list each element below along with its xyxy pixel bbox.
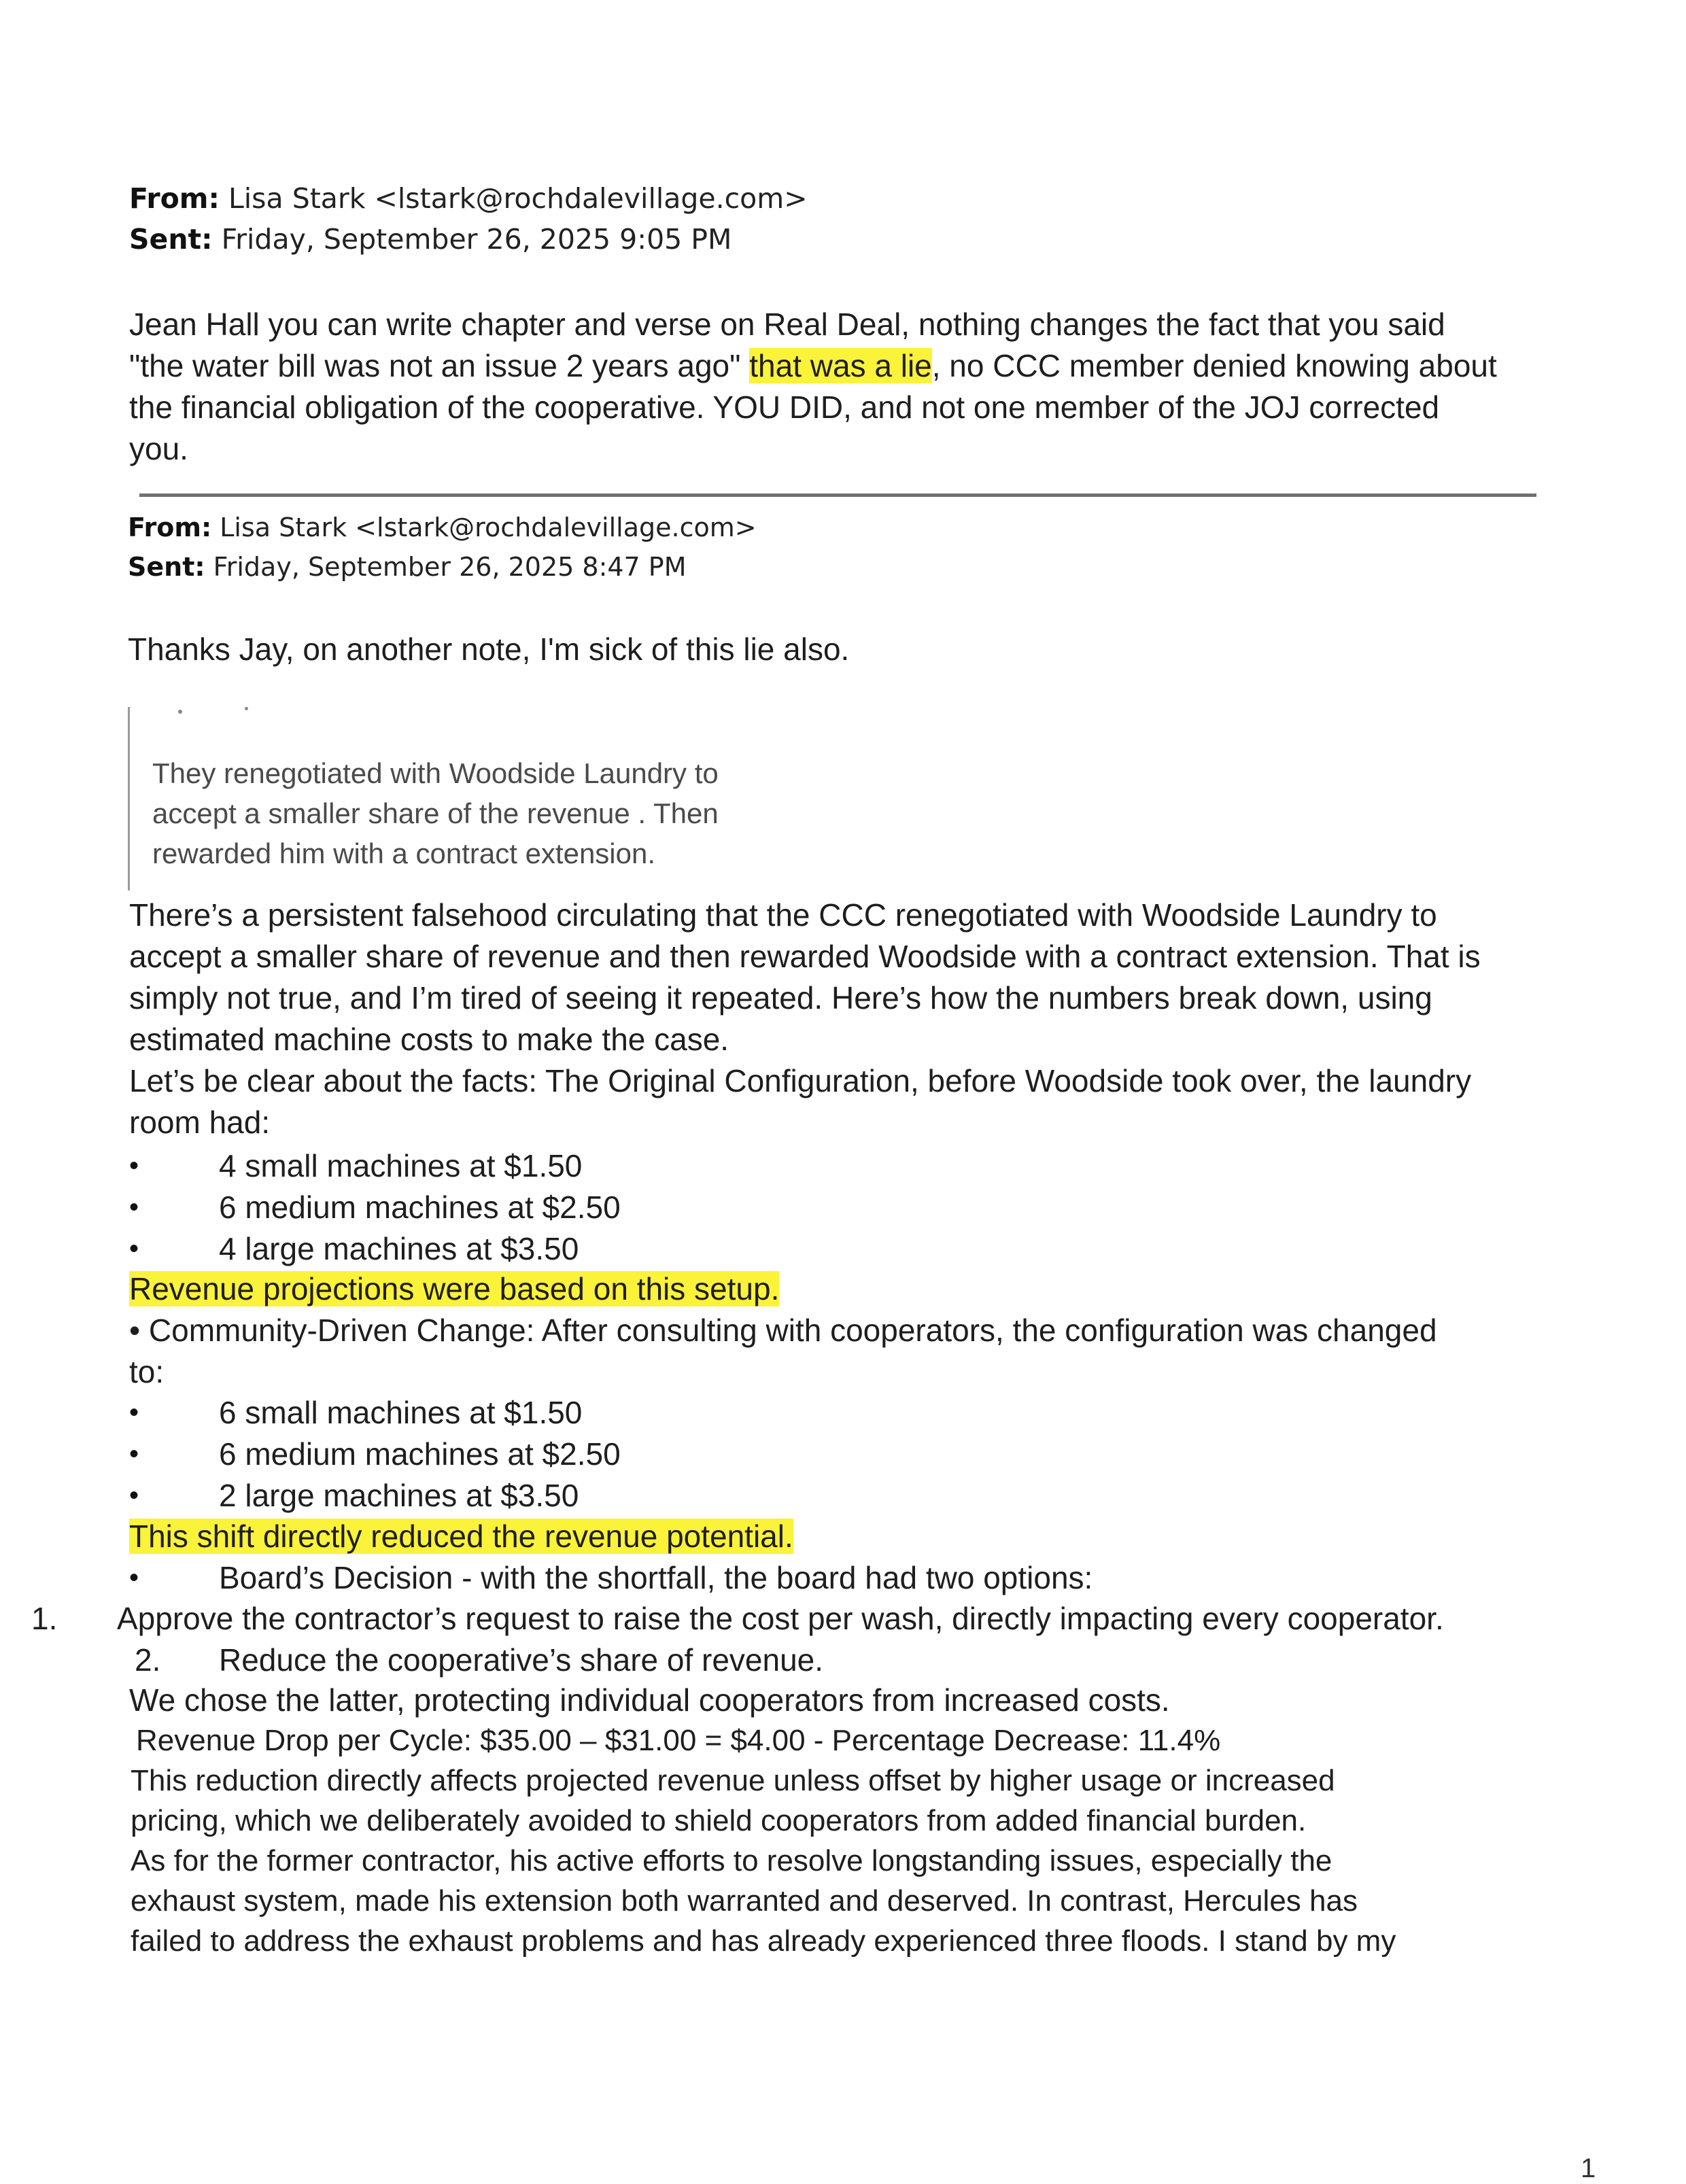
email1-body-line: Jean Hall you can write chapter and verse on Real Deal, nothing changes the fact that you said: [129, 307, 1445, 342]
from-label: From:: [129, 182, 220, 215]
bullet-icon: •: [129, 1234, 139, 1264]
para1-line: simply not true, and I’m tired of seeing it repeated. Here’s how the numbers break down, using: [129, 980, 1432, 1016]
para2-line: room had:: [129, 1105, 271, 1140]
list-item: 4 large machines at $3.50: [219, 1231, 579, 1266]
sent-label: Sent:: [129, 223, 213, 256]
quote-line: accept a smaller share of the revenue . Then: [152, 797, 719, 829]
page-number: 1: [1581, 2153, 1596, 2183]
separator-line: [139, 493, 1536, 497]
list-item: 4 small machines at $1.50: [219, 1148, 583, 1183]
from-label: From:: [128, 513, 212, 542]
email2-intro: Thanks Jay, on another note, I'm sick of this lie also.: [128, 631, 850, 667]
body-text: , no CCC member denied knowing about: [931, 348, 1497, 383]
change-line: to:: [129, 1354, 165, 1389]
highlighted-text: that was a lie: [749, 348, 932, 383]
bullet-icon: •: [129, 1192, 139, 1222]
email1-sent-line: [129, 220, 732, 258]
quote-line: They renegotiated with Woodside Laundry to: [152, 757, 719, 789]
para3-line: pricing, which we deliberately avoided to shield cooperators from added financial burden.: [131, 1804, 1307, 1837]
bullet-icon: •: [129, 1398, 139, 1427]
option-number: 1.: [31, 1601, 58, 1636]
email2-from-line: [128, 508, 757, 547]
para4-line: exhaust system, made his extension both warranted and deserved. In contrast, Hercules has: [131, 1884, 1358, 1918]
list-item: 6 medium machines at $2.50: [219, 1436, 621, 1472]
quote-bar: [128, 707, 130, 890]
option-text: Approve the contractor’s request to raise the cost per wash, directly impacting every cooperator.: [117, 1601, 1444, 1636]
scan-speck: [245, 707, 248, 710]
para4-line: As for the former contractor, his active efforts to resolve longstanding issues, especially the: [131, 1844, 1332, 1877]
highlighted-text: This shift directly reduced the revenue potential.: [129, 1519, 793, 1554]
sent-value: Friday, September 26, 2025 9:05 PM: [221, 223, 732, 256]
scan-speck: [178, 710, 182, 714]
para3-line: This reduction directly affects projected revenue unless offset by higher usage or increased: [131, 1764, 1335, 1797]
list-item: 6 small machines at $1.50: [219, 1395, 583, 1430]
bullet-icon: •: [129, 1439, 139, 1469]
option-text: Reduce the cooperative’s share of revenue.: [219, 1642, 824, 1678]
bullet-icon: •: [129, 1480, 139, 1510]
email1-body-line: you.: [129, 431, 188, 466]
para1-line: estimated machine costs to make the case.: [129, 1022, 729, 1057]
bullet-icon: •: [129, 1563, 139, 1593]
revenue-drop-line: Revenue Drop per Cycle: $35.00 – $31.00 = $4.00 - Percentage Decrease: 11.4%: [136, 1724, 1221, 1757]
from-value: Lisa Stark <lstark@rochdalevillage.com>: [228, 182, 808, 215]
sent-value: Friday, September 26, 2025 8:47 PM: [213, 552, 687, 582]
highlighted-text: Revenue projections were based on this setup.: [129, 1271, 780, 1306]
email1-body-line: [129, 345, 1497, 387]
option-number: 2.: [135, 1642, 161, 1678]
sent-label: Sent:: [128, 552, 205, 582]
list-item: 6 medium machines at $2.50: [219, 1190, 621, 1225]
body-text: "the water bill was not an issue 2 years ago": [129, 348, 750, 383]
para1-line: There’s a persistent falsehood circulating that the CCC renegotiated with Woodside Laundry to: [129, 897, 1437, 933]
email2-sent-line: [128, 548, 687, 586]
board-decision: Board’s Decision - with the shortfall, the board had two options:: [219, 1560, 1093, 1595]
para2-line: Let’s be clear about the facts: The Original Configuration, before Woodside took over, the laundry: [129, 1063, 1472, 1098]
highlight-line: [129, 1268, 779, 1310]
email1-from-line: [129, 179, 808, 218]
from-value: Lisa Stark <lstark@rochdalevillage.com>: [220, 513, 757, 542]
decision-line: We chose the latter, protecting individual cooperators from increased costs.: [129, 1682, 1170, 1718]
change-line: • Community-Driven Change: After consulting with cooperators, the configuration was changed: [129, 1313, 1437, 1348]
email1-body-line: the financial obligation of the cooperative. YOU DID, and not one member of the JOJ corrected: [129, 389, 1440, 425]
quote-line: rewarded him with a contract extension.: [152, 837, 656, 869]
para1-line: accept a smaller share of revenue and then rewarded Woodside with a contract extension. That is: [129, 939, 1481, 974]
highlight-line: [129, 1516, 793, 1557]
para4-line: failed to address the exhaust problems and has already experienced three floods. I stand by my: [131, 1924, 1396, 1958]
list-item: 2 large machines at $3.50: [219, 1478, 579, 1513]
bullet-icon: •: [129, 1151, 139, 1181]
